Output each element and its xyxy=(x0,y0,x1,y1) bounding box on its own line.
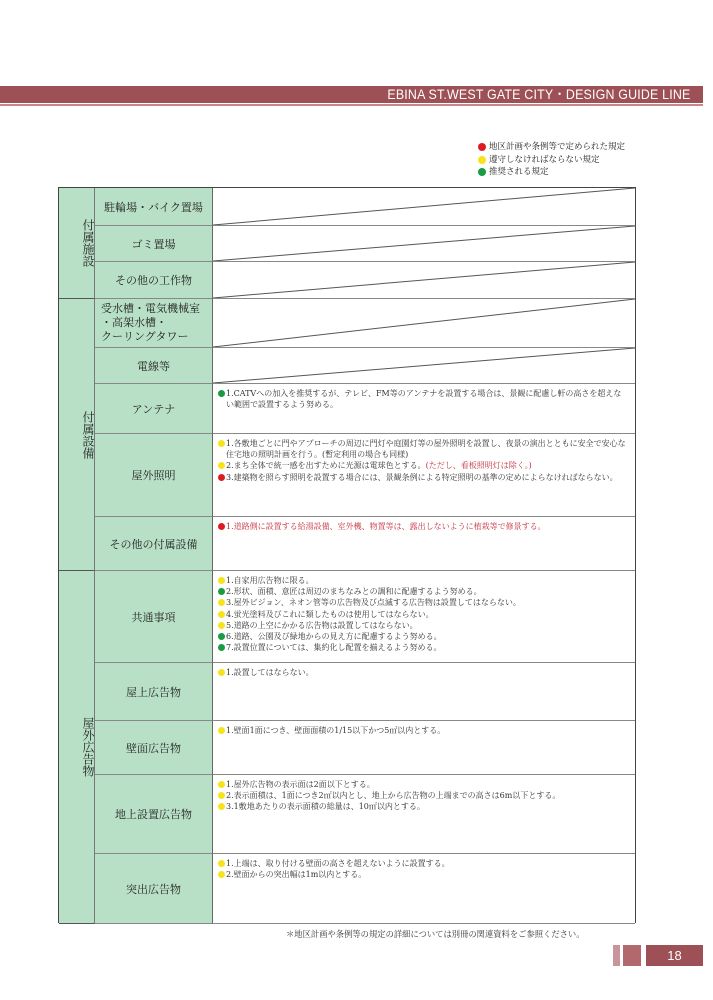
row-label-text: その他の付属設備 xyxy=(109,537,198,551)
rule-text-main: 1.自家用広告物に限る。 xyxy=(226,576,314,585)
rule-item xyxy=(218,586,629,597)
row-label xyxy=(95,854,213,924)
rule-text xyxy=(226,667,314,678)
rule-item xyxy=(218,725,629,736)
rule-text-main: 7.設置位置については、集約化し配置を揃えるよう努める。 xyxy=(226,643,442,653)
row-label-text: 壁面広告物 xyxy=(126,741,181,755)
rule-text-main: 2.まち全体で統一感を出すために光源は電球色とする。 xyxy=(226,461,426,471)
legend-label: 推奨される規定 xyxy=(489,167,549,178)
rule-text xyxy=(226,472,618,483)
green-dot-icon xyxy=(218,633,225,640)
page-tab-decoration xyxy=(623,945,641,966)
rule-text-main: 1.各敷地ごとに門やアプローチの周辺に門灯や庭園灯等の屋外照明を設置し、夜景の演出とともに安全で安心な住宅地の照明計画を行う。(暫定利用の場合も同様) xyxy=(226,439,626,460)
rule-cell xyxy=(213,571,635,663)
row-label-line: ・高架水槽・ xyxy=(101,316,167,329)
rule-item xyxy=(218,642,629,653)
page-tab-decoration xyxy=(613,945,620,966)
diagonal-strike xyxy=(213,188,635,225)
red-dot-icon xyxy=(478,143,486,151)
rule-cell xyxy=(213,434,635,517)
diagonal-line xyxy=(213,226,635,261)
yellow-dot-icon xyxy=(478,156,486,164)
row-label-text: 駐輪場・バイク置場 xyxy=(104,200,203,214)
rule-text-main: 2.壁面からの突出幅は1m以内とする。 xyxy=(226,870,367,880)
row-label-text: 突出広告物 xyxy=(126,882,181,896)
rule-note: (ただし、看板照明灯は除く。) xyxy=(425,461,532,471)
rule-text-main: 1.壁面1面につき、壁面面積の1/15以下かつ5㎡以内とする。 xyxy=(226,726,446,735)
rule-text xyxy=(226,586,482,597)
rule-text xyxy=(226,631,442,642)
rule-text-main: 1.屋外広告物の表示面は2面以下とする。 xyxy=(226,780,375,789)
row-label-text: 屋外照明 xyxy=(131,469,176,482)
legend-item-yellow xyxy=(478,154,625,167)
rule-text xyxy=(226,620,418,631)
rule-text-main: 1.上端は、取り付ける壁面の高さを超えないように設置する。 xyxy=(226,859,450,868)
diagonal-line xyxy=(213,299,635,347)
rule-cell xyxy=(213,384,635,434)
green-dot-icon xyxy=(218,390,225,397)
header-rule xyxy=(0,104,703,106)
row-label-text: アンテナ xyxy=(131,402,176,416)
rule-text-main: 5.道路の上空にかかる広告物は設置してはならない。 xyxy=(226,620,418,630)
row-label xyxy=(95,434,213,517)
rule-item xyxy=(218,631,629,642)
rule-cell xyxy=(213,721,635,775)
row-label xyxy=(95,188,213,226)
rule-item xyxy=(218,779,629,790)
yellow-dot-icon xyxy=(218,727,225,734)
rule-text xyxy=(226,575,314,586)
yellow-dot-icon xyxy=(218,462,225,469)
row-label xyxy=(95,517,213,571)
rule-cell xyxy=(213,854,635,924)
rule-text-main: 2.形状、面積、意匠は周辺のまちなみとの調和に配慮するよう努める。 xyxy=(226,587,482,597)
legend-label: 遵守しなければならない規定 xyxy=(489,154,600,165)
diagonal-line xyxy=(213,348,635,383)
row-label-text: 電線等 xyxy=(137,359,170,373)
row-label xyxy=(95,262,213,299)
rule-text xyxy=(226,609,434,620)
rule-text xyxy=(226,521,546,532)
row-label xyxy=(95,384,213,434)
footnote: ＊地区計画や条例等の規定の詳細については別冊の関連資料をご参照ください。 xyxy=(286,929,585,939)
header-bar xyxy=(0,86,703,103)
rule-text-main: 1.設置してはならない。 xyxy=(226,668,314,677)
guideline-table xyxy=(58,187,636,923)
not-applicable-cell xyxy=(213,299,635,348)
rule-item xyxy=(218,801,629,812)
row-label-text: 地上設置広告物 xyxy=(115,808,192,821)
rule-item xyxy=(218,521,629,532)
rule-text-main: 2.表示面積は、1面につき2㎡以内とし、地上から広告物の上端までの高さは6m以下とする。 xyxy=(226,791,561,801)
not-applicable-cell xyxy=(213,226,635,262)
rule-item xyxy=(218,869,629,880)
rule-cell xyxy=(213,663,635,721)
group-cell xyxy=(59,299,95,571)
legend-item-red xyxy=(478,141,625,154)
green-dot-icon xyxy=(218,644,225,651)
diagonal-line xyxy=(213,188,635,225)
rule-cell xyxy=(213,517,635,571)
not-applicable-cell xyxy=(213,348,635,384)
group-label: 付属施設 xyxy=(81,219,95,267)
legend-item-green xyxy=(478,166,625,179)
row-label xyxy=(95,571,213,663)
diagonal-strike xyxy=(213,348,635,383)
row-label xyxy=(95,721,213,775)
rule-item xyxy=(218,790,629,801)
rule-item xyxy=(218,472,629,483)
rule-item xyxy=(218,667,629,678)
group-label: 付属設備 xyxy=(81,410,95,459)
rule-item xyxy=(218,597,629,608)
rule-text xyxy=(226,597,521,608)
not-applicable-cell xyxy=(213,188,635,226)
rule-text-main: 1.道路側に設置する給湯設備、室外機、物置等は、露出しないように植栽等で修景する。 xyxy=(226,522,546,531)
rule-item xyxy=(218,620,629,631)
legend xyxy=(478,141,625,179)
rule-text xyxy=(226,801,425,812)
row-label-text: ゴミ置場 xyxy=(131,237,176,251)
diagonal-line xyxy=(213,262,635,298)
row-label xyxy=(95,348,213,384)
rule-item xyxy=(218,438,629,460)
row-label-line: 受水槽・電気機械室 xyxy=(101,302,200,315)
rule-text-main: 3.1敷地あたりの表示面積の総量は、10㎡以内とする。 xyxy=(226,802,425,812)
yellow-dot-icon xyxy=(218,669,225,676)
yellow-dot-icon xyxy=(218,599,225,606)
page-number: 18 xyxy=(646,945,703,966)
rule-text-main: 6.道路、公園及び緑地からの見え方に配慮するよう努める。 xyxy=(226,632,442,642)
rule-item xyxy=(218,460,629,471)
rule-cell xyxy=(213,775,635,854)
yellow-dot-icon xyxy=(218,803,225,810)
row-label-text: 共通事項 xyxy=(131,610,176,624)
diagonal-strike xyxy=(213,226,635,261)
rule-text-main: 4.蛍光塗料及びこれに類したものは使用してはならない。 xyxy=(226,609,434,619)
red-dot-icon xyxy=(218,474,225,481)
diagonal-strike xyxy=(213,299,635,347)
rule-text xyxy=(226,388,629,410)
rule-item xyxy=(218,609,629,620)
row-label xyxy=(95,663,213,721)
group-cell xyxy=(59,188,95,299)
row-label xyxy=(95,299,213,348)
rule-text xyxy=(226,438,629,460)
row-label-text: 屋上広告物 xyxy=(126,685,181,699)
rule-item xyxy=(218,388,629,410)
group-cell xyxy=(59,571,95,924)
rule-item xyxy=(218,858,629,869)
red-dot-icon xyxy=(218,523,225,530)
yellow-dot-icon xyxy=(218,577,225,584)
yellow-dot-icon xyxy=(218,611,225,618)
rule-text-main: 3.建築物を照らす照明を設置する場合には、景観条例による特定照明の基準の定めによらなければならない。 xyxy=(226,472,618,482)
yellow-dot-icon xyxy=(218,622,225,629)
rule-text xyxy=(226,869,366,880)
legend-label: 地区計画や条例等で定められた規定 xyxy=(489,142,626,152)
row-label-text: その他の工作物 xyxy=(115,274,192,287)
diagonal-strike xyxy=(213,262,635,298)
rule-text xyxy=(226,642,441,653)
yellow-dot-icon xyxy=(218,860,225,867)
rule-text-main: 3.屋外ビジョン、ネオン管等の広告物及び点滅する広告物は設置してはならない。 xyxy=(226,598,521,608)
yellow-dot-icon xyxy=(218,871,225,878)
rule-text xyxy=(226,779,375,790)
row-label xyxy=(95,226,213,262)
yellow-dot-icon xyxy=(218,792,225,799)
rule-text-main: 1.CATVへの加入を推奨するが、テレビ、FM等のアンテナを設置する場合は、景観に配慮し軒の高さを超えない範囲で設置するよう努める。 xyxy=(226,389,622,410)
yellow-dot-icon xyxy=(218,440,225,447)
green-dot-icon xyxy=(478,168,486,176)
yellow-dot-icon xyxy=(218,781,225,788)
rule-item xyxy=(218,575,629,586)
green-dot-icon xyxy=(218,588,225,595)
rule-text xyxy=(226,790,560,801)
document-title: EBINA ST.WEST GATE CITY・DESIGN GUIDE LINE xyxy=(387,87,691,102)
not-applicable-cell xyxy=(213,262,635,299)
rule-text xyxy=(226,858,450,869)
rule-text xyxy=(226,460,532,471)
rule-text xyxy=(226,725,445,736)
row-label-line: クーリングタワー xyxy=(101,330,189,343)
row-label xyxy=(95,775,213,854)
group-label: 屋外広告物 xyxy=(81,717,95,777)
